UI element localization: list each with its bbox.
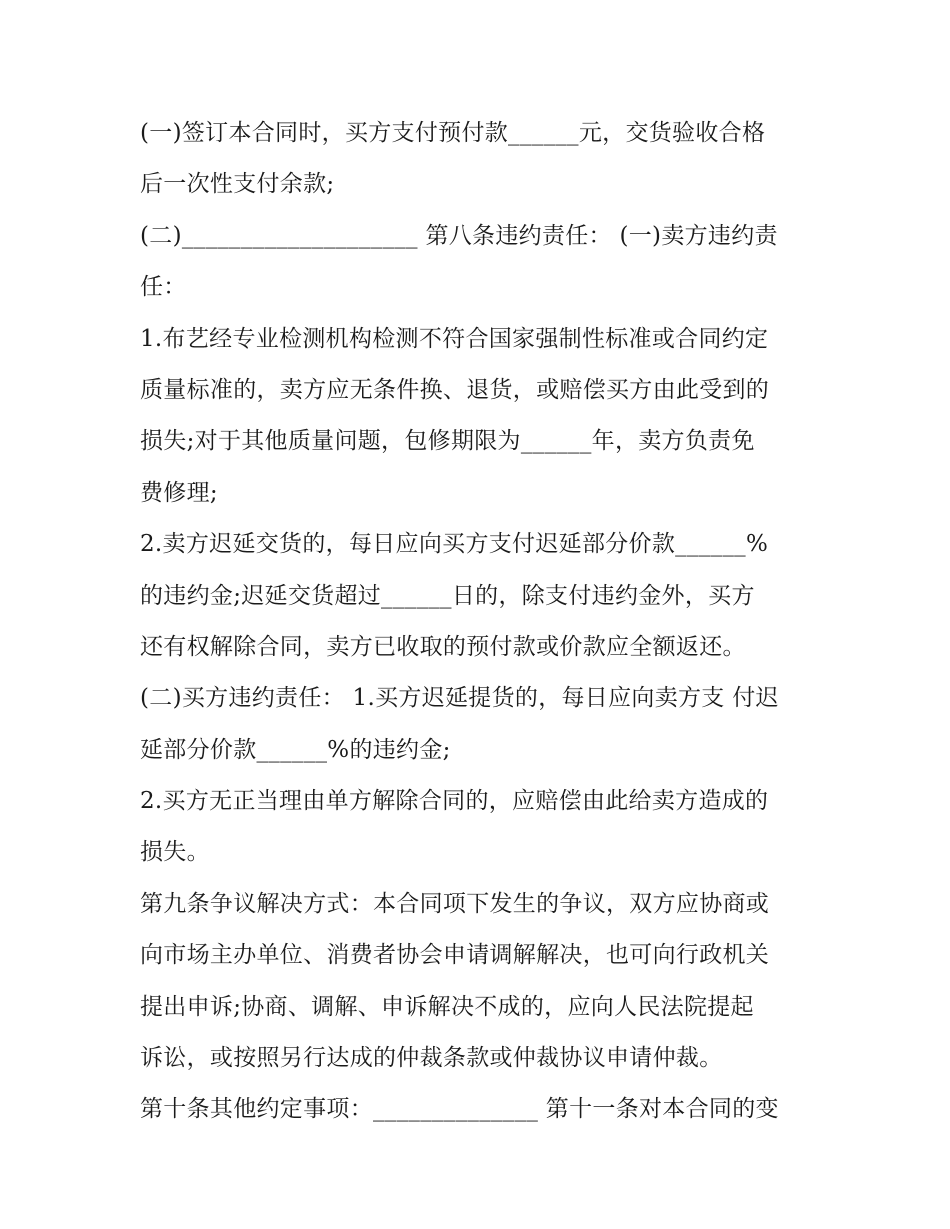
text-line: (二)____________________ 第八条违约责任： (一)卖方违约责 — [140, 222, 778, 249]
text-line: (一)签订本合同时，买方支付预付款______元，交货验收合格 — [140, 120, 766, 146]
text-line: 后一次性支付余款; — [140, 171, 335, 198]
text-line: 还有权解除合同，卖方已收取的预付款或价款应全额返还。 — [140, 633, 746, 660]
text-line: 费修理; — [140, 479, 218, 506]
text-line: 诉讼，或按照另行达成的仲裁条款或仲裁协议申请仲裁。 — [140, 1045, 723, 1072]
text-line: 第九条争议解决方式：本合同项下发生的争议，双方应协商或 — [140, 890, 770, 917]
text-line: 提出申诉;协商、调解、申诉解决不成的，应向人民法院提起 — [140, 993, 754, 1020]
text-line: 损失。 — [140, 839, 210, 866]
text-line: 损失;对于其他质量问题，包修期限为______年，卖方负责免 — [140, 428, 755, 455]
text-line: 向市场主办单位、消费者协会申请调解解决，也可向行政机关 — [140, 942, 770, 969]
text-line: 2.卖方迟延交货的，每日应向买方支付迟延部分价款______% — [140, 531, 769, 558]
text-line: 2.买方无正当理由单方解除合同的，应赔偿由此给卖方造成的 — [140, 788, 769, 815]
text-line: 1.布艺经专业检测机构检测不符合国家强制性标准或合同约定 — [140, 325, 769, 352]
text-line: 任： — [140, 274, 187, 301]
text-line: 第十条其他约定事项：______________ 第十一条对本合同的变 — [140, 1096, 779, 1123]
text-line: 延部分价款______%的违约金; — [140, 736, 451, 763]
contract-text-body — [140, 108, 820, 1136]
text-line: 的违约金;迟延交货超过______日的，除支付违约金外，买方 — [140, 582, 755, 609]
text-line: 质量标准的，卖方应无条件换、退货，或赔偿买方由此受到的 — [140, 376, 770, 403]
text-line: (二)买方违约责任： 1.买方迟延提货的，每日应向卖方支 付迟 — [140, 685, 779, 712]
